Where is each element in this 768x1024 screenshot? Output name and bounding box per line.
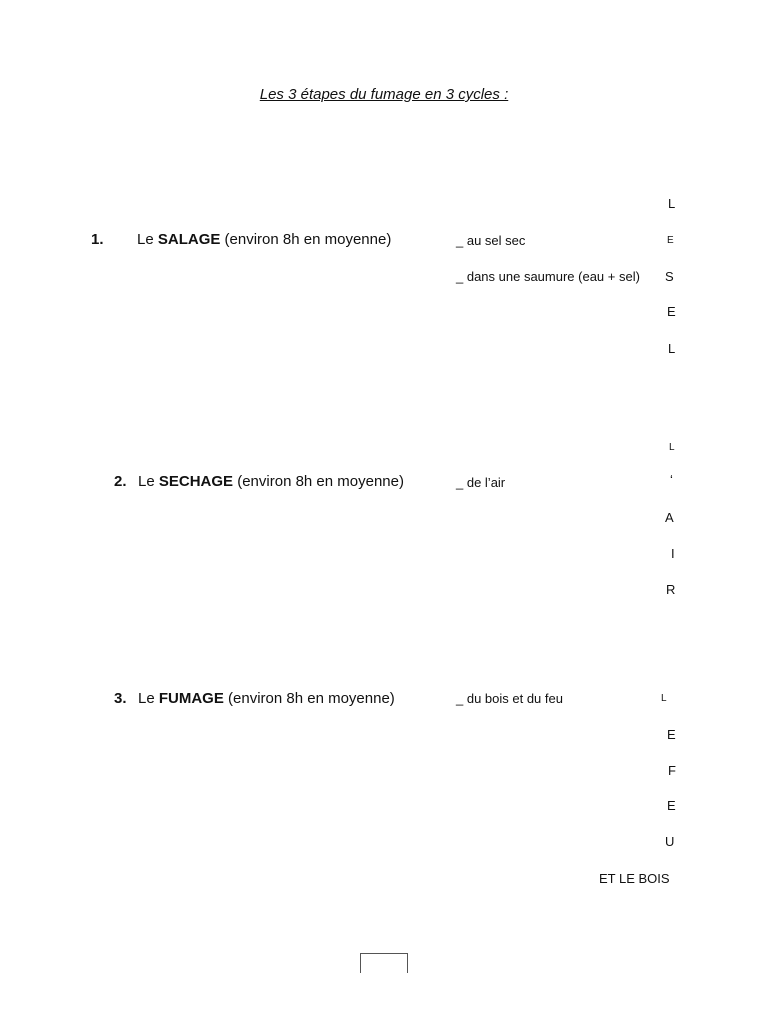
vertical-letter: E (667, 235, 674, 246)
step-2-prefix: Le (138, 473, 159, 490)
step-1-label (137, 231, 391, 248)
step-2-label (138, 473, 404, 490)
vertical-letter: E (667, 798, 676, 813)
vertical-letter: A (665, 510, 674, 525)
vertical-letter: ‘ (670, 472, 673, 487)
vertical-letter: U (665, 834, 675, 849)
vertical-letter: I (671, 546, 675, 561)
vertical-letter: E (667, 727, 676, 742)
step-3-detail: (environ 8h en moyenne) (223, 690, 395, 707)
vertical-letter: L (668, 196, 676, 211)
step-2-number: 2. (114, 473, 127, 490)
step-2-detail: (environ 8h en moyenne) (233, 473, 404, 490)
vertical-letter: F (668, 763, 676, 778)
page-title: Les 3 étapes du fumage en 3 cycles : (259, 86, 509, 103)
vertical-letter: R (666, 582, 676, 597)
step-1-number: 1. (91, 231, 104, 248)
vertical-letter: L (661, 693, 667, 704)
vertical-letter: E (667, 304, 676, 319)
vertical-word-suffix: ET LE BOIS (599, 871, 670, 886)
step-3-name: FUMAGE (158, 690, 224, 707)
vertical-letter: S (665, 269, 674, 284)
step-2-method-1: _ de l’air (456, 475, 506, 490)
step-1-prefix: Le (137, 231, 158, 248)
step-3-label (138, 690, 395, 707)
step-1-name: SALAGE (157, 231, 221, 248)
page-number-box (360, 953, 408, 973)
step-1-method-2: _ dans une saumure (eau + sel) (456, 269, 640, 284)
step-1-method-1: _ au sel sec (456, 233, 526, 248)
step-1-detail: (environ 8h en moyenne) (220, 231, 392, 248)
step-3-prefix: Le (138, 690, 159, 707)
vertical-letter: L (669, 442, 675, 453)
step-2-name: SECHAGE (158, 473, 234, 490)
vertical-letter: L (668, 341, 676, 356)
step-3-number: 3. (114, 690, 127, 707)
step-3-method-1: _ du bois et du feu (456, 691, 563, 706)
